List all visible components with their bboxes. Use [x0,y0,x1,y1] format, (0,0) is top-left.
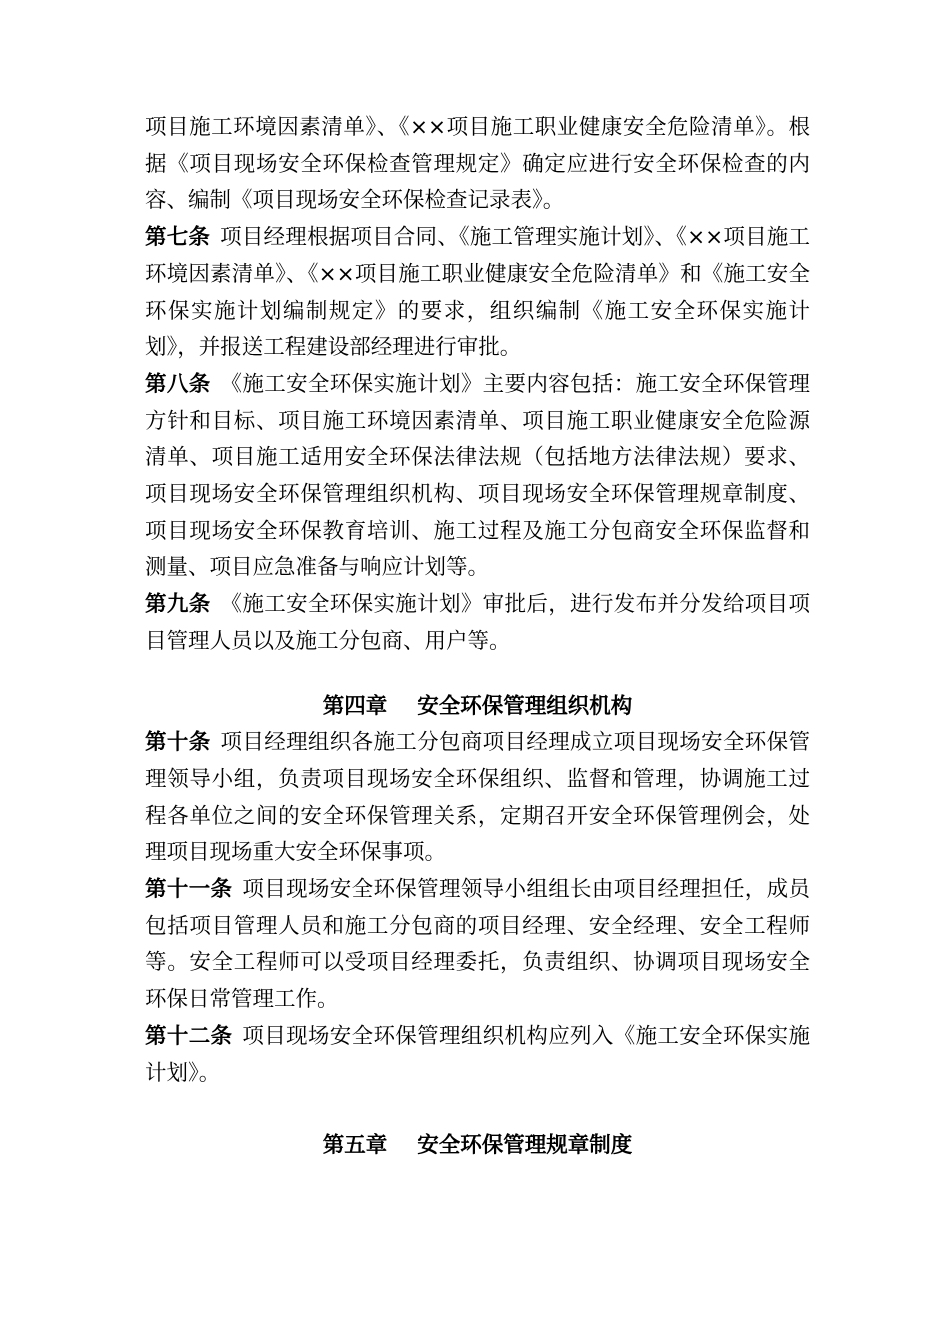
article-text: 项目现场安全环保管理组织机构应列入《施工安全环保实施计划》。 [145,1023,810,1086]
article-label: 第八条 [145,371,211,397]
article-text: 项目经理根据项目合同、《施工管理实施计划》、《××项目施工环境因素清单》、《××项目施工职业健康安全危险清单》和《施工安全环保实施计划编制规定》的要求，组织编制《施工安全环保实施计划》，并报送工程建设部经理进行审批。 [145,225,810,361]
article-label: 第七条 [145,225,211,251]
document-page [145,110,810,1165]
chapter-title: 安全环保管理规章制度 [417,1133,633,1159]
chapter-4-heading [145,689,810,726]
article-text: 《施工安全环保实施计划》主要内容包括：施工安全环保管理方针和目标、项目施工环境因素清单、项目施工职业健康安全危险源清单、项目施工适用安全环保法律法规（包括地方法律法规）要求、项目现场安全环保管理组织机构、项目现场安全环保管理规章制度、项目现场安全环保教育培训、施工过程及施工分包商安全环保监督和测量、项目应急准备与响应计划等。 [145,371,810,581]
article-label: 第九条 [145,592,211,618]
article-10 [145,725,810,872]
article-12 [145,1019,810,1092]
article-11 [145,872,810,1019]
article-label: 第十二条 [145,1023,233,1049]
article-8 [145,367,810,587]
article-text: 项目现场安全环保管理领导小组组长由项目经理担任，成员包括项目管理人员和施工分包商的项目经理、安全经理、安全工程师等。安全工程师可以受项目经理委托，负责组织、协调项目现场安全环保日常管理工作。 [145,877,810,1013]
chapter-5-heading [145,1128,810,1165]
chapter-title: 安全环保管理组织机构 [417,693,633,719]
article-text: 项目经理组织各施工分包商项目经理成立项目现场安全环保管理领导小组，负责项目现场安全环保组织、监督和管理，协调施工过程各单位之间的安全环保管理关系，定期召开安全环保管理例会，处理项目现场重大安全环保事项。 [145,730,810,866]
article-label: 第十一条 [145,877,233,903]
article-label: 第十条 [145,730,211,756]
article-text: 《施工安全环保实施计划》审批后，进行发布并分发给项目项目管理人员以及施工分包商、用户等。 [145,592,810,654]
chapter-number: 第五章 [322,1133,388,1159]
article-7 [145,220,810,367]
article-9 [145,587,810,660]
intro-paragraph: 项目施工环境因素清单》、《××项目施工职业健康安全危险清单》。根据《项目现场安全环保检查管理规定》确定应进行安全环保检查的内容、编制《项目现场安全环保检查记录表》。 [145,115,810,214]
chapter-number: 第四章 [322,693,388,719]
